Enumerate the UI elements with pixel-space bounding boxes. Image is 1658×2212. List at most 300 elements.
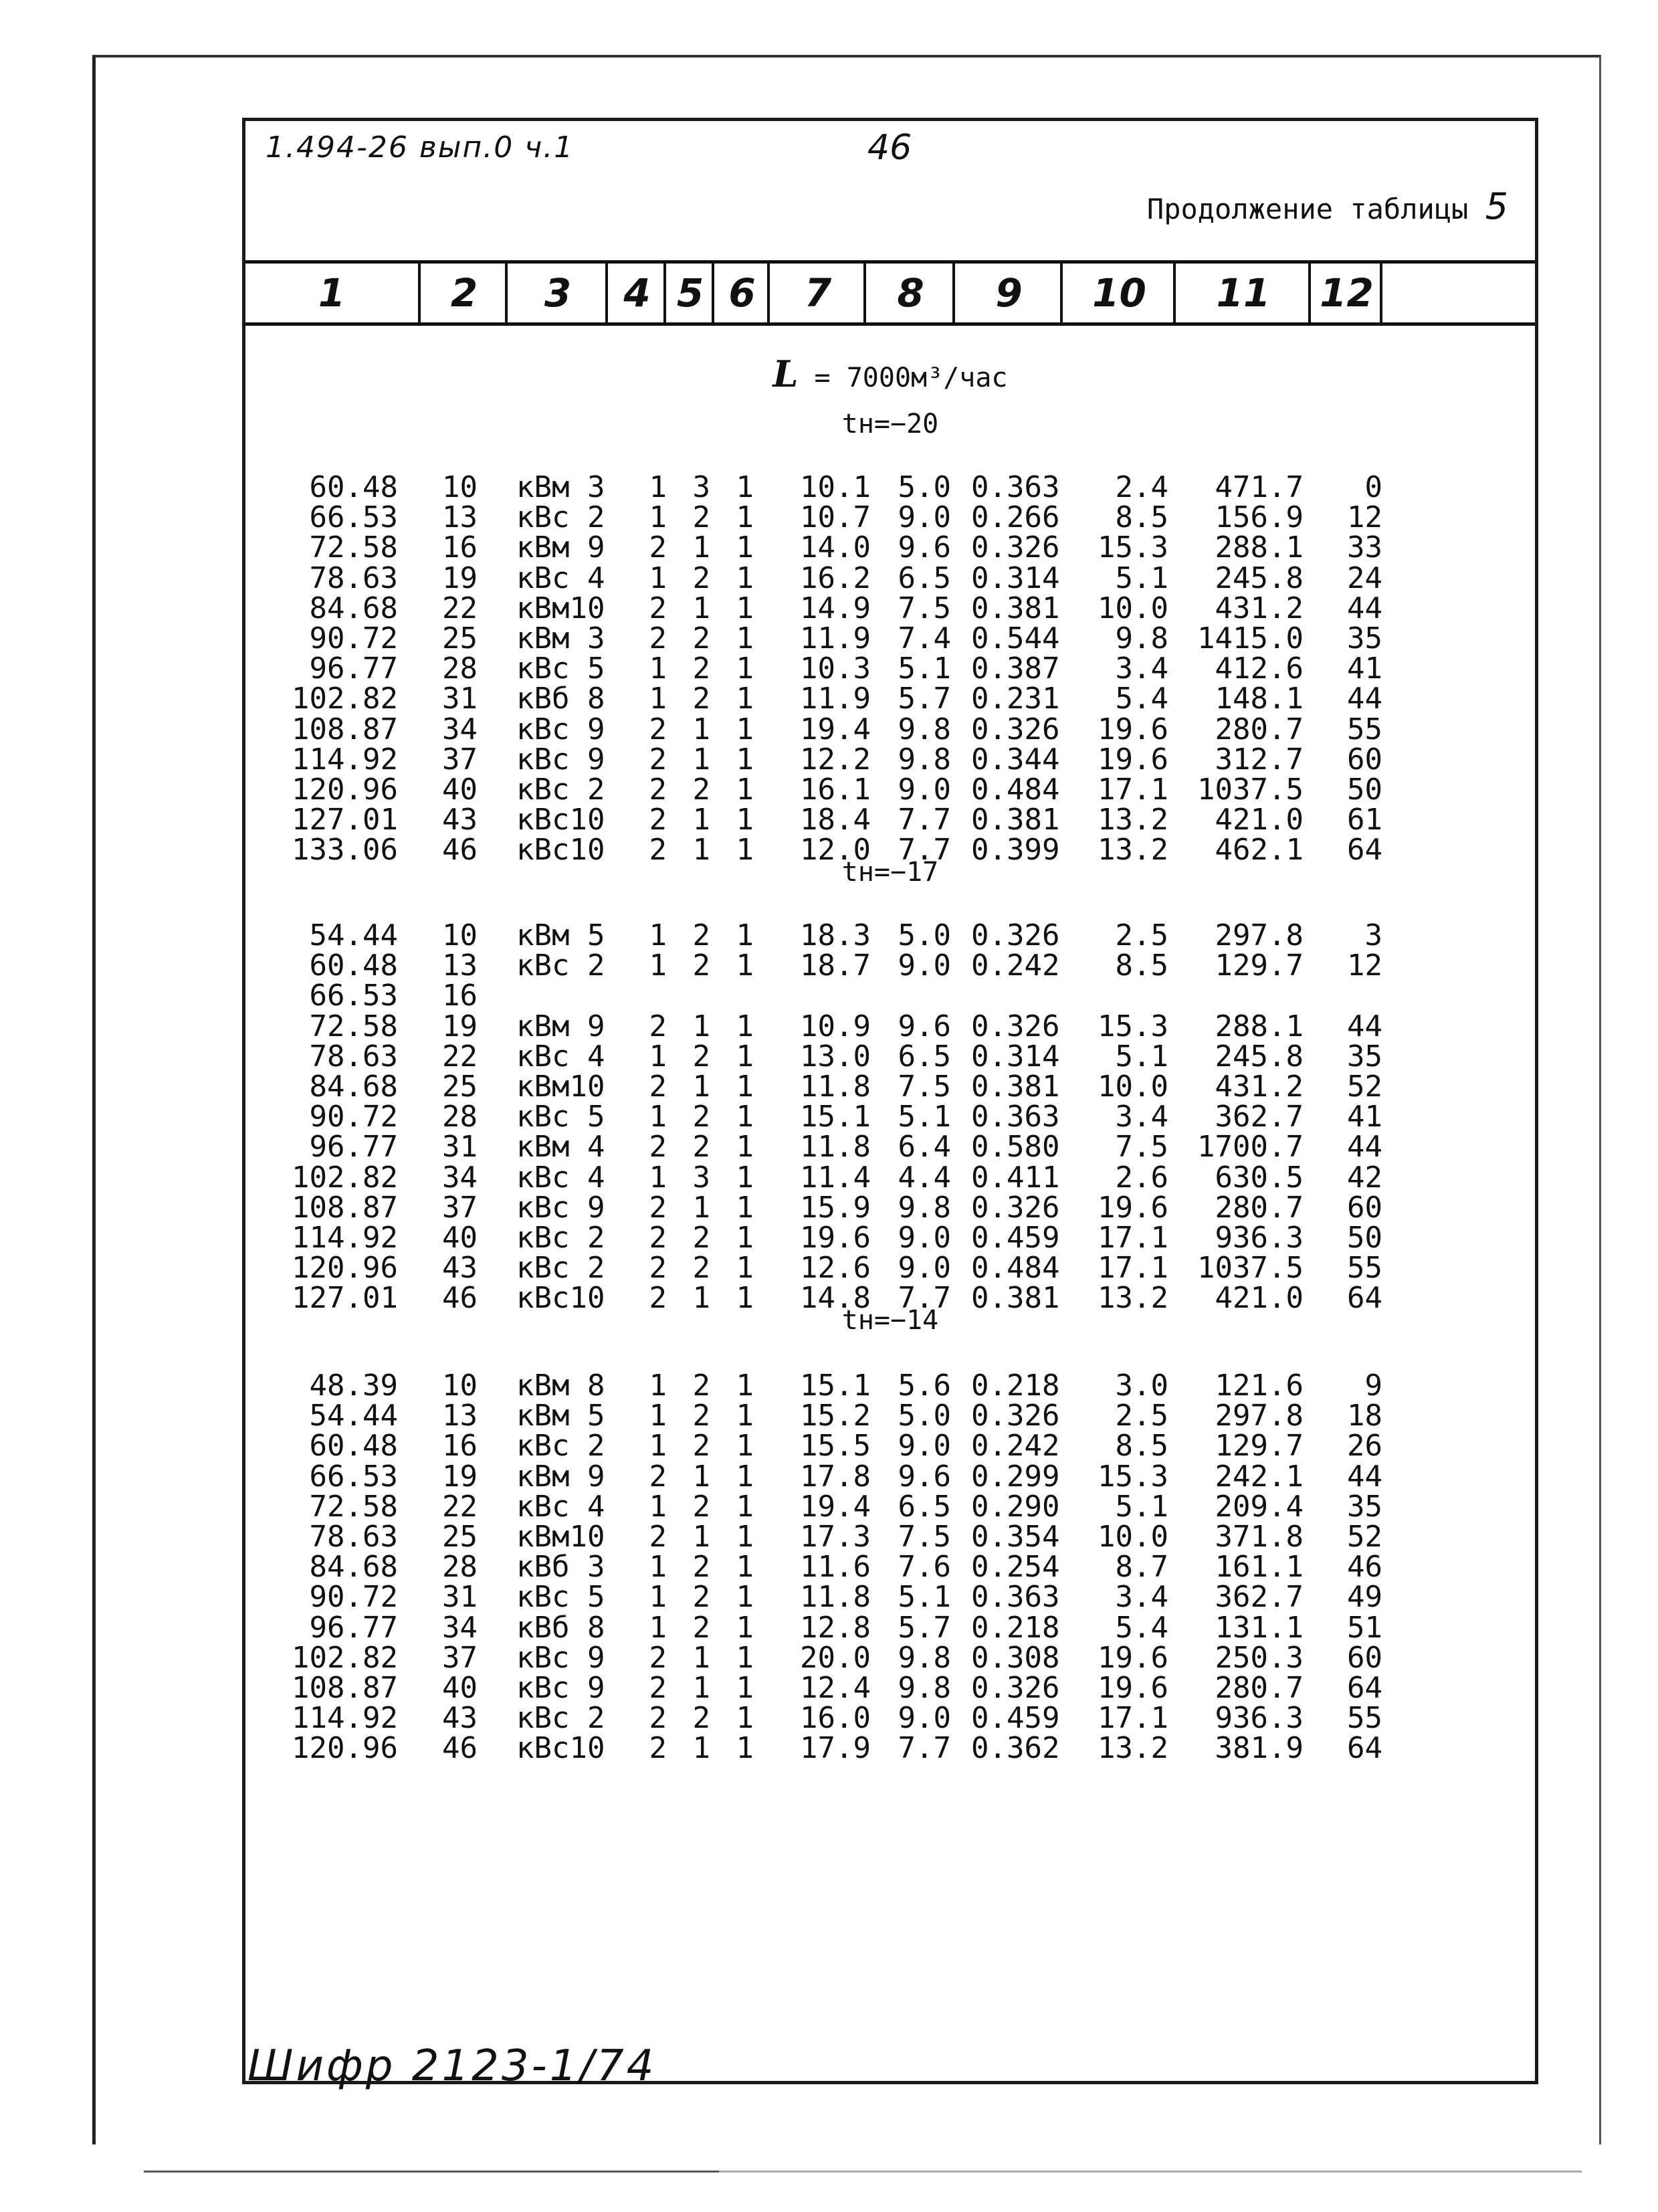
table-row: [245, 1731, 1535, 1766]
cell-col-10: 19.6: [1098, 1640, 1168, 1675]
cell-col-2: 40: [442, 772, 478, 807]
cell-col-6: 1: [736, 561, 754, 595]
cell-col-2: 13: [442, 1399, 478, 1433]
cell-col-8: 9.0: [898, 1251, 951, 1286]
cell-col-11: 250.3: [1215, 1640, 1304, 1675]
cell-col-10: 13.2: [1098, 803, 1168, 837]
cell-col-2: 16: [442, 1429, 478, 1464]
cell-col-6: 1: [736, 1160, 754, 1195]
cell-col-7: 17.3: [800, 1519, 871, 1554]
column-header-spacer: [1380, 264, 1538, 322]
cell-col-3: кВс 2: [516, 500, 605, 535]
cell-col-4: 2: [649, 772, 667, 807]
cell-col-4: 2: [649, 833, 667, 868]
column-header-5: 5: [663, 264, 714, 322]
cell-col-11: 362.7: [1215, 1100, 1304, 1134]
table-row: [245, 714, 1535, 744]
cell-col-12: 18: [1347, 1399, 1382, 1433]
cell-col-1: 60.48: [309, 948, 398, 983]
table-row: [245, 920, 1535, 950]
cell-col-4: 1: [649, 1039, 667, 1074]
cell-col-9: 0.363: [971, 470, 1060, 504]
table-row: [245, 593, 1535, 623]
table-row: [245, 1489, 1535, 1524]
cell-col-5: 2: [692, 948, 710, 983]
cell-col-8: 9.0: [898, 1220, 951, 1255]
cell-col-12: 44: [1347, 591, 1382, 625]
cell-col-5: 1: [692, 1519, 710, 1554]
cell-col-3: кВс 2: [516, 1429, 605, 1464]
table-row: [245, 1550, 1535, 1585]
cell-col-1: 127.01: [292, 1281, 398, 1316]
cell-col-5: 2: [692, 918, 710, 952]
cell-col-6: 1: [736, 1190, 754, 1225]
cell-col-8: 5.1: [898, 651, 951, 686]
cell-col-3: кВс10: [516, 803, 605, 837]
cell-col-6: 1: [736, 1610, 754, 1645]
column-header-6: 6: [712, 264, 770, 322]
cell-col-5: 1: [692, 833, 710, 868]
cell-col-12: 55: [1347, 1251, 1382, 1286]
cell-col-2: 46: [442, 1731, 478, 1766]
cell-col-1: 66.53: [309, 500, 398, 535]
section-rows: [245, 1369, 1535, 1766]
cell-col-2: 10: [442, 1369, 478, 1403]
cell-col-3: кВс10: [516, 833, 605, 868]
cell-col-10: 3.4: [1115, 651, 1168, 686]
cell-col-10: 3.0: [1115, 1369, 1168, 1403]
cell-col-11: 462.1: [1215, 833, 1304, 868]
cell-col-4: 2: [649, 1190, 667, 1225]
cell-col-9: 0.459: [971, 1220, 1060, 1255]
cell-col-5: 2: [692, 1610, 710, 1645]
cell-col-5: 2: [692, 682, 710, 716]
cell-col-9: 0.266: [971, 500, 1060, 535]
cell-col-1: 78.63: [309, 1039, 398, 1074]
cell-col-10: 19.6: [1098, 1190, 1168, 1225]
cell-col-8: 7.6: [898, 1550, 951, 1585]
cell-col-1: 72.58: [309, 530, 398, 565]
cell-col-2: 43: [442, 803, 478, 837]
flow-rate-label: = 7000м³/час: [814, 363, 1008, 393]
cell-col-5: 1: [692, 1731, 710, 1766]
cell-col-12: 64: [1347, 833, 1382, 868]
cell-col-6: 1: [736, 682, 754, 716]
cell-col-10: 2.5: [1115, 918, 1168, 952]
cell-col-1: 114.92: [292, 1220, 398, 1255]
cell-col-12: 9: [1364, 1369, 1382, 1403]
cell-col-11: 288.1: [1215, 530, 1304, 565]
cell-col-3: кВс 9: [516, 1670, 605, 1705]
cell-col-2: 31: [442, 1580, 478, 1615]
cell-col-6: 1: [736, 1369, 754, 1403]
column-header-9: 9: [952, 264, 1063, 322]
cell-col-11: 280.7: [1215, 1670, 1304, 1705]
cell-col-11: 288.1: [1215, 1009, 1304, 1043]
cell-col-7: 18.7: [800, 948, 871, 983]
cell-col-2: 13: [442, 500, 478, 535]
cell-col-6: 1: [736, 1519, 754, 1554]
cell-col-5: 2: [692, 1039, 710, 1074]
cell-col-7: 11.8: [800, 1069, 871, 1104]
cell-col-10: 2.6: [1115, 1160, 1168, 1195]
cell-col-9: 0.363: [971, 1100, 1060, 1134]
cell-col-9: 0.308: [971, 1640, 1060, 1675]
cell-col-12: 41: [1347, 1100, 1382, 1134]
cell-col-6: 1: [736, 1670, 754, 1705]
cell-col-8: 4.4: [898, 1160, 951, 1195]
cell-col-1: 108.87: [292, 1190, 398, 1225]
cell-col-8: 7.5: [898, 1519, 951, 1554]
cell-col-9: 0.326: [971, 1009, 1060, 1043]
column-header-3: 3: [505, 264, 608, 322]
cell-col-12: 35: [1347, 1489, 1382, 1524]
cell-col-4: 1: [649, 500, 667, 535]
cell-col-11: 362.7: [1215, 1580, 1304, 1615]
cell-col-8: 7.5: [898, 1069, 951, 1104]
cell-col-3: кВм 9: [516, 1459, 605, 1494]
cell-col-2: 43: [442, 1251, 478, 1286]
cell-col-2: 37: [442, 1640, 478, 1675]
cell-col-10: 8.7: [1115, 1550, 1168, 1585]
cell-col-6: 1: [736, 712, 754, 746]
cell-col-10: 5.1: [1115, 561, 1168, 595]
cell-col-3: кВс 2: [516, 1251, 605, 1286]
cell-col-7: 19.4: [800, 712, 871, 746]
cell-col-8: 6.5: [898, 1039, 951, 1074]
cell-col-10: 13.2: [1098, 1281, 1168, 1316]
cell-col-9: 0.381: [971, 591, 1060, 625]
cell-col-5: 1: [692, 1459, 710, 1494]
cell-col-6: 1: [736, 621, 754, 656]
cell-col-2: 46: [442, 1281, 478, 1316]
cell-col-6: 1: [736, 918, 754, 952]
table-row: [245, 472, 1535, 502]
table-row: [245, 950, 1535, 981]
cell-col-3: кВс 9: [516, 712, 605, 746]
cell-col-7: 11.8: [800, 1580, 871, 1615]
cell-col-7: 16.0: [800, 1701, 871, 1736]
cell-col-11: 121.6: [1215, 1369, 1304, 1403]
cell-col-8: 6.5: [898, 1489, 951, 1524]
cell-col-8: 5.7: [898, 1610, 951, 1645]
cell-col-9: 0.580: [971, 1130, 1060, 1165]
cell-col-8: 6.4: [898, 1130, 951, 1165]
cell-col-9: 0.242: [971, 948, 1060, 983]
cell-col-10: 19.6: [1098, 742, 1168, 777]
continuation-label: Продолжение таблицы: [1146, 193, 1469, 225]
cell-col-8: 9.8: [898, 1670, 951, 1705]
cell-col-2: 28: [442, 651, 478, 686]
cell-col-3: кВс 4: [516, 1489, 605, 1524]
cell-col-4: 1: [649, 1610, 667, 1645]
cell-col-6: 1: [736, 1459, 754, 1494]
cell-col-1: 84.68: [309, 1069, 398, 1104]
cell-col-11: 280.7: [1215, 1190, 1304, 1225]
cell-col-12: 52: [1347, 1519, 1382, 1554]
cell-col-3: кВм 9: [516, 1009, 605, 1043]
cell-col-12: 44: [1347, 682, 1382, 716]
cell-col-4: 1: [649, 561, 667, 595]
cell-col-11: 630.5: [1215, 1160, 1304, 1195]
cell-col-8: 6.5: [898, 561, 951, 595]
cell-col-2: 13: [442, 948, 478, 983]
cell-col-1: 66.53: [309, 979, 398, 1013]
cell-col-7: 14.0: [800, 530, 871, 565]
cell-col-3: кВм 5: [516, 918, 605, 952]
cell-col-2: 28: [442, 1550, 478, 1585]
cell-col-5: 3: [692, 470, 710, 504]
cell-col-3: кВм10: [516, 1069, 605, 1104]
cell-col-10: 19.6: [1098, 712, 1168, 746]
cell-col-8: 9.6: [898, 530, 951, 565]
cell-col-2: 40: [442, 1220, 478, 1255]
table-row: [245, 1130, 1535, 1165]
bottom-rule: [144, 2171, 1582, 2173]
cell-col-10: 10.0: [1098, 1069, 1168, 1104]
cell-col-4: 2: [649, 621, 667, 656]
cell-col-1: 102.82: [292, 1640, 398, 1675]
cell-col-7: 10.7: [800, 500, 871, 535]
column-header-10: 10: [1060, 264, 1176, 322]
document-id: 1.494-26 вып.0 ч.1: [266, 130, 575, 165]
cell-col-5: 1: [692, 530, 710, 565]
section-rows: [245, 918, 1535, 1316]
cell-col-1: 72.58: [309, 1489, 398, 1524]
cell-col-9: 0.242: [971, 1429, 1060, 1464]
cell-col-5: 1: [692, 742, 710, 777]
cell-col-2: 22: [442, 1039, 478, 1074]
cell-col-5: 2: [692, 651, 710, 686]
cell-col-7: 15.9: [800, 1190, 871, 1225]
column-header-1: 1: [318, 270, 346, 316]
column-header-4: 4: [605, 264, 666, 322]
table-row: [245, 1190, 1535, 1225]
cell-col-2: 25: [442, 1519, 478, 1554]
cell-col-2: 43: [442, 1701, 478, 1736]
cell-col-4: 2: [649, 1701, 667, 1736]
cell-col-9: 0.459: [971, 1701, 1060, 1736]
cell-col-3: кВм10: [516, 1519, 605, 1554]
table-row: [245, 1670, 1535, 1705]
cell-col-4: 2: [649, 1670, 667, 1705]
cell-col-2: 46: [442, 833, 478, 868]
cell-col-1: 114.92: [292, 742, 398, 777]
cell-col-2: 16: [442, 530, 478, 565]
cell-col-5: 1: [692, 1281, 710, 1316]
cell-col-7: 16.2: [800, 561, 871, 595]
cell-col-9: 0.290: [971, 1489, 1060, 1524]
cell-col-5: 1: [692, 712, 710, 746]
cell-col-8: 5.0: [898, 1399, 951, 1433]
cell-col-5: 1: [692, 1640, 710, 1675]
cell-col-12: 0: [1364, 470, 1382, 504]
cell-col-6: 1: [736, 1100, 754, 1134]
column-header-row: [245, 260, 1535, 326]
cell-col-12: 50: [1347, 772, 1382, 807]
section-rows: [245, 470, 1535, 868]
cell-col-3: кВс 9: [516, 742, 605, 777]
cell-col-7: 15.1: [800, 1369, 871, 1403]
cell-col-2: 22: [442, 1489, 478, 1524]
cell-col-12: 60: [1347, 742, 1382, 777]
cell-col-12: 41: [1347, 651, 1382, 686]
table-row: [245, 1429, 1535, 1464]
cell-col-10: 5.4: [1115, 1610, 1168, 1645]
cell-col-11: 245.8: [1215, 561, 1304, 595]
cell-col-11: 1415.0: [1197, 621, 1304, 656]
page-number: 46: [867, 128, 912, 168]
column-header-11: 11: [1173, 264, 1311, 322]
cell-col-2: 34: [442, 712, 478, 746]
cell-col-10: 5.1: [1115, 1489, 1168, 1524]
cell-col-8: 9.8: [898, 1640, 951, 1675]
cell-col-6: 1: [736, 803, 754, 837]
cell-col-1: 133.06: [292, 833, 398, 868]
cell-col-1: 90.72: [309, 1100, 398, 1134]
cell-col-1: 120.96: [292, 1731, 398, 1766]
cell-col-12: 51: [1347, 1610, 1382, 1645]
cell-col-12: 50: [1347, 1220, 1382, 1255]
column-header-8: 8: [863, 264, 955, 322]
table-row: [245, 653, 1535, 684]
cell-col-9: 0.231: [971, 682, 1060, 716]
cell-col-1: 108.87: [292, 1670, 398, 1705]
cell-col-7: 11.9: [800, 682, 871, 716]
cell-col-3: кВм 5: [516, 1399, 605, 1433]
cell-col-5: 1: [692, 1069, 710, 1104]
cell-col-9: 0.326: [971, 1670, 1060, 1705]
cell-col-9: 0.381: [971, 803, 1060, 837]
cell-col-12: 44: [1347, 1459, 1382, 1494]
cell-col-9: 0.314: [971, 1039, 1060, 1074]
cell-col-8: 9.6: [898, 1009, 951, 1043]
cell-col-12: 64: [1347, 1670, 1382, 1705]
cell-col-4: 1: [649, 470, 667, 504]
cell-col-7: 14.9: [800, 591, 871, 625]
table-row: [245, 772, 1535, 807]
cell-col-1: 54.44: [309, 918, 398, 952]
cell-col-7: 15.1: [800, 1100, 871, 1134]
cell-col-5: 2: [692, 1369, 710, 1403]
cell-col-1: 102.82: [292, 1160, 398, 1195]
cell-col-5: 2: [692, 1220, 710, 1255]
cell-col-5: 1: [692, 591, 710, 625]
cell-col-6: 1: [736, 530, 754, 565]
cell-col-1: 120.96: [292, 1251, 398, 1286]
cell-col-9: 0.326: [971, 1399, 1060, 1433]
cell-col-9: 0.363: [971, 1580, 1060, 1615]
cell-col-12: 60: [1347, 1190, 1382, 1225]
cell-col-2: 19: [442, 1009, 478, 1043]
cell-col-1: 90.72: [309, 1580, 398, 1615]
flow-rate-heading: [245, 353, 1535, 395]
cell-col-10: 9.8: [1115, 621, 1168, 656]
cell-col-6: 1: [736, 833, 754, 868]
cell-col-1: 54.44: [309, 1399, 398, 1433]
cell-col-6: 1: [736, 1489, 754, 1524]
cell-col-8: 5.0: [898, 470, 951, 504]
cell-col-5: 2: [692, 1100, 710, 1134]
cell-col-3: кВм 3: [516, 621, 605, 656]
table-row: [245, 1041, 1535, 1072]
cell-col-4: 2: [649, 1640, 667, 1675]
cell-col-1: 96.77: [309, 651, 398, 686]
cell-col-4: 2: [649, 712, 667, 746]
cell-col-9: 0.299: [971, 1459, 1060, 1494]
cell-col-9: 0.381: [971, 1069, 1060, 1104]
table-row: [245, 1069, 1535, 1104]
cell-col-7: 12.4: [800, 1670, 871, 1705]
cell-col-5: 2: [692, 1701, 710, 1736]
cell-col-12: 42: [1347, 1160, 1382, 1195]
section-title: tн=−17: [841, 857, 939, 888]
archive-signature: Шифр 2123-1/74: [247, 2041, 657, 2091]
cell-col-6: 1: [736, 1069, 754, 1104]
cell-col-6: 1: [736, 772, 754, 807]
cell-col-10: 2.4: [1115, 470, 1168, 504]
cell-col-5: 2: [692, 1550, 710, 1585]
cell-col-11: 1037.5: [1197, 772, 1304, 807]
cell-col-4: 1: [649, 1160, 667, 1195]
cell-col-2: 19: [442, 561, 478, 595]
table-row: [245, 1610, 1535, 1645]
table-row: [245, 981, 1535, 1011]
cell-col-9: 0.326: [971, 1190, 1060, 1225]
cell-col-7: 16.1: [800, 772, 871, 807]
cell-col-8: 9.8: [898, 1190, 951, 1225]
cell-col-4: 2: [649, 742, 667, 777]
cell-col-11: 1037.5: [1197, 1251, 1304, 1286]
table-row: [245, 621, 1535, 656]
cell-col-9: 0.254: [971, 1550, 1060, 1585]
table-row: [245, 1371, 1535, 1401]
cell-col-11: 421.0: [1215, 803, 1304, 837]
cell-col-11: 131.1: [1215, 1610, 1304, 1645]
cell-col-8: 9.0: [898, 772, 951, 807]
cell-col-2: 37: [442, 742, 478, 777]
cell-col-9: 0.354: [971, 1519, 1060, 1554]
cell-col-5: 3: [692, 1160, 710, 1195]
table-row: [245, 1640, 1535, 1675]
cell-col-12: 52: [1347, 1069, 1382, 1104]
table-row: [245, 500, 1535, 535]
cell-col-3: кВс 5: [516, 1580, 605, 1615]
cell-col-10: 8.5: [1115, 500, 1168, 535]
cell-col-8: 9.8: [898, 742, 951, 777]
cell-col-6: 1: [736, 1399, 754, 1433]
cell-col-6: 1: [736, 1701, 754, 1736]
cell-col-10: 2.5: [1115, 1399, 1168, 1433]
cell-col-10: 3.4: [1115, 1580, 1168, 1615]
cell-col-10: 3.4: [1115, 1100, 1168, 1134]
cell-col-8: 9.0: [898, 500, 951, 535]
cell-col-12: 26: [1347, 1429, 1382, 1464]
cell-col-4: 2: [649, 1251, 667, 1286]
cell-col-4: 2: [649, 1130, 667, 1165]
cell-col-10: 8.5: [1115, 948, 1168, 983]
cell-col-1: 78.63: [309, 1519, 398, 1554]
cell-col-7: 11.8: [800, 1130, 871, 1165]
cell-col-9: 0.218: [971, 1610, 1060, 1645]
cell-col-4: 2: [649, 1069, 667, 1104]
cell-col-8: 9.8: [898, 712, 951, 746]
table-row: [245, 684, 1535, 714]
cell-col-4: 1: [649, 1550, 667, 1585]
cell-col-2: 28: [442, 1100, 478, 1134]
cell-col-11: 161.1: [1215, 1550, 1304, 1585]
cell-col-6: 1: [736, 1550, 754, 1585]
